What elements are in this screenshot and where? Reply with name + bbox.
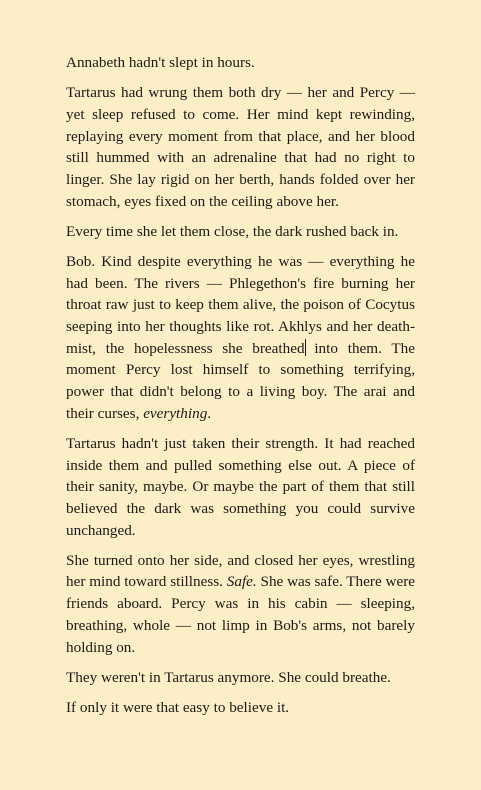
paragraph-6-emphasis: Safe. — [226, 573, 257, 591]
paragraph-7: They weren't in Tartarus anymore. She could breathe. — [66, 668, 391, 686]
paragraph-5: Tartarus hadn't just taken their strength. It had reached inside them and pulled something else out. A piece of their sanity, maybe. Or maybe the part of them that still believed the dark was something you could survive unchanged. — [66, 434, 415, 539]
reader-page[interactable] — [66, 52, 415, 727]
paragraph-4-emphasis: everything — [143, 404, 208, 422]
paragraph-1: Annabeth hadn't slept in hours. — [66, 54, 255, 71]
paragraph-2: Tartarus had wrung them both dry — her and Percy — yet sleep refused to come. Her mind kept rewinding, replaying every moment from that place, and her blood still hummed with an adrenaline that had no right to linger. She lay rigid on her berth, hands folded over her stomach, eyes fixed on the ceiling above her. — [66, 84, 415, 210]
paragraph-6-text-a: She turned onto her side, and closed her eyes, wrestling her mind toward stillness. — [66, 551, 415, 591]
paragraph-3: Every time she let them close, the dark rushed back in. — [66, 222, 399, 240]
paragraph-4 — [66, 251, 415, 425]
paragraph-6 — [66, 550, 415, 659]
paragraph-4-end: . — [207, 404, 212, 422]
paragraph-4-text-a: Bob. Kind despite everything he was — everything he had been. The rivers — Phlegethon's fire burning her throat raw just to keep them alive, the poison of Cocytus seeping into her thoughts like rot. Akhlys and her death-mist, the hopelessness she breathed — [66, 252, 415, 357]
paragraph-8: If only it were that easy to believe it. — [66, 698, 290, 716]
paragraph-6-text-b: She was safe. There were friends aboard. Percy was in his cabin — sleeping, breathing, whole — not limp in Bob's arms, not barely holding on. — [66, 573, 416, 656]
paragraph-4-text-b: into them. The moment Percy lost himself to something terrifying, power that didn't belong to a living boy. The arai and their curses, — [66, 339, 415, 422]
